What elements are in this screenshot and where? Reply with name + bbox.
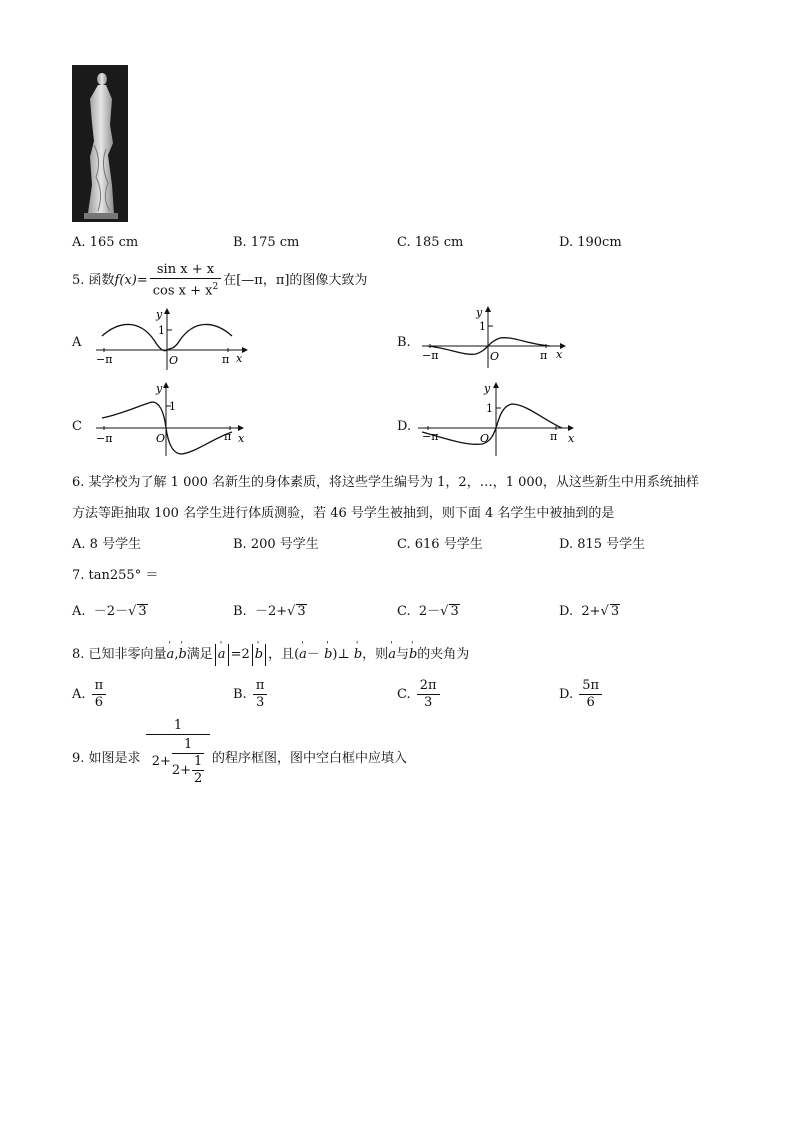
q9-prefix: 9. 如图是求 [72,751,141,766]
q7-option-d: D. 2+√ 3 [559,604,620,619]
q4-option-c: C. 185 cm [397,235,464,250]
statue-image [72,65,128,222]
tick-pi: π [550,430,558,443]
tick-one: 1 [486,402,493,415]
q5-graph-d-letter: D. [397,419,412,434]
axis-y-label: y [484,382,491,395]
q5-graph-c-letter: C [72,419,82,434]
q6-option-c: C. 616 号学生 [397,537,483,552]
q5-fraction: $\frac{\text{sin x + x}}{\cos x + x^2}$ [150,262,221,299]
q7-stem: 7. tan255° ＝ [72,568,159,583]
q8-option-c: C. $\frac{2\pi}{3}$ [397,678,442,711]
tick-pi: π [224,430,232,443]
q5-graph-b-letter: B. [397,335,411,350]
q7-option-b: B. －2+√ 3 [233,604,306,619]
axis-y-label: y [476,306,483,319]
q5-graph-a [92,306,252,376]
q8-option-b: B. $\frac{\pi}{3}$ [233,678,269,711]
q9-continued-fraction: 1 2+ 1 2+ $\frac{1}{2}$ [146,718,210,787]
q8-option-d: D. $\frac{5\pi}{6}$ [559,678,604,711]
q5-graph-d [414,380,584,460]
tick-neg-pi: −π [96,353,113,366]
origin-label: O [156,432,166,445]
q4-option-b: B. 175 cm [233,235,300,250]
axis-y-label: y [156,308,163,321]
axis-x-label: x [236,352,243,365]
tick-neg-pi: −π [96,432,113,445]
origin-label: O [490,350,500,363]
axis-x-label: x [556,348,563,361]
tick-one: 1 [479,320,486,333]
q6-option-d: D. 815 号学生 [559,537,646,552]
tick-neg-pi: −π [422,430,439,443]
q7-option-c: C. 2－√ 3 [397,604,459,619]
axis-y-label: y [156,382,163,395]
tick-one: 1 [158,324,165,337]
origin-label: O [169,354,179,367]
q4-option-a: A. 165 cm [72,235,139,250]
q5-graph-b [418,306,578,376]
q5-graph-c [92,380,252,460]
q6-stem-line2: 方法等距抽取 100 名学生进行体质测验，若 46 号学生被抽到，则下面 4 名学生中被抽到的是 [72,506,615,521]
tick-neg-pi: −π [422,349,439,362]
q5-stem: 5. 函数f(x)= $\frac{\text{sin x + x}}{\cos x + x^2}$ 在[—π，π]的图像大致为 [72,262,368,299]
q5-graph-a-letter: A [72,335,82,350]
tick-one: 1 [169,400,176,413]
q8-option-a: A. $\frac{\pi}{6}$ [72,678,108,711]
q6-stem-line1: 6. 某学校为了解 1 000 名新生的身体素质，将这些学生编号为 1，2，…，1 000，从这些新生中用系统抽样 [72,475,699,490]
origin-label: O [480,432,490,445]
q6-option-a: A. 8 号学生 [72,537,142,552]
q8-stem: 8. 已知非零向量' a,' b满足' a =2' b ，且(' a－ ' b)⊥ ' b，则' a与' b的夹角为 [72,643,469,667]
statue-figure [72,65,128,222]
q7-option-a: A. －2－√ 3 [72,604,147,619]
q9-suffix: 的程序框图，图中空白框中应填入 [212,751,408,766]
axis-x-label: x [238,432,245,445]
q6-option-b: B. 200 号学生 [233,537,319,552]
tick-pi: π [222,353,230,366]
tick-pi: π [540,349,548,362]
axis-x-label: x [568,432,575,445]
q4-option-d: D. 190cm [559,235,622,250]
